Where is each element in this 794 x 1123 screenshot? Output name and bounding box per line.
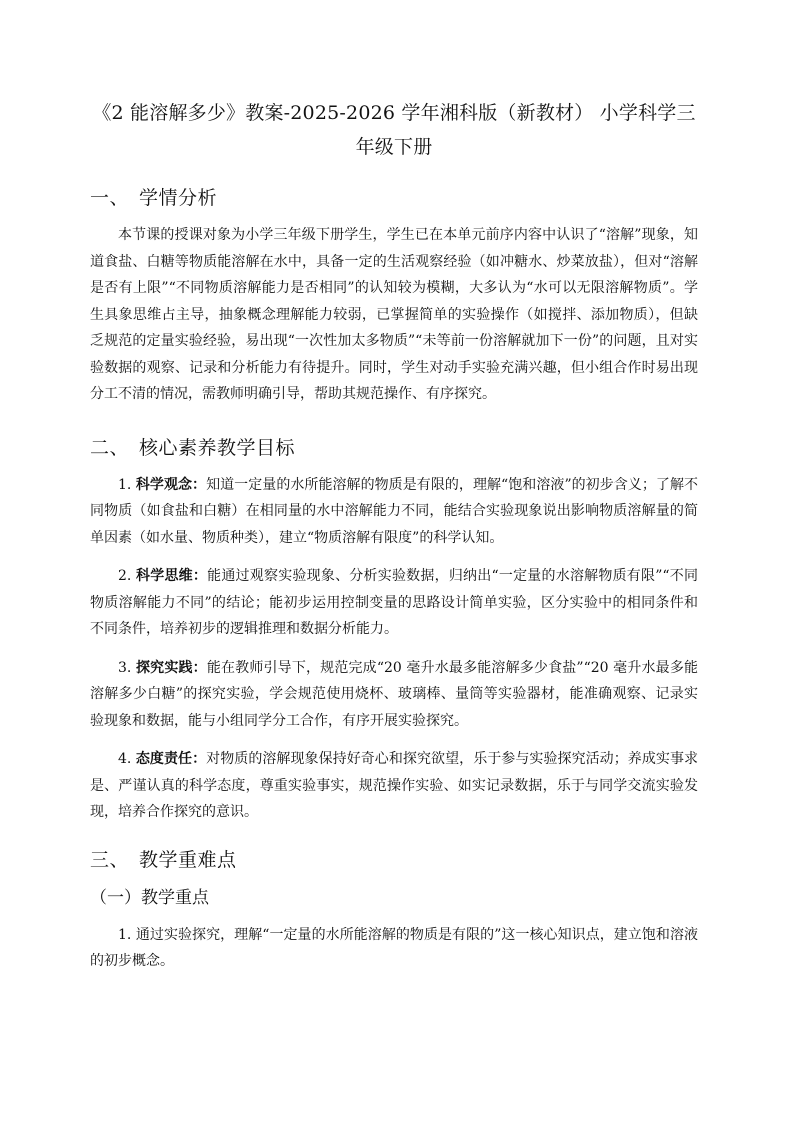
item-colon: ： — [192, 476, 207, 493]
section-heading-objectives — [90, 434, 698, 462]
item-number: 2. — [118, 568, 137, 584]
section-title: 学情分析 — [139, 187, 218, 209]
item-text: 对物质的溶解现象保持好奇心和探究欲望，乐于参与实验探究活动；养成实事求是、严谨认真的科学态度，尊重实验事实，规范操作实验、如实记录数据，乐于与同学交流实验发现，培养合作探究的意识。 — [90, 751, 699, 820]
section-title: 核心素养教学目标 — [139, 436, 296, 459]
section-number: 一、 — [90, 187, 130, 209]
item-lead: 探究实践 — [135, 659, 193, 676]
section-heading-key-points — [90, 846, 698, 874]
document-title: 《2 能溶解多少》教案-2025-2026 学年湘科版（新教材） 小学科学三年级下册 — [92, 102, 696, 158]
item-lead: 科学思维 — [136, 568, 193, 584]
item-colon: ： — [192, 659, 207, 676]
learner-analysis-paragraph: 本节课的授课对象为小学三年级下册学生，学生已在本单元前序内容中认识了“溶解”现象，知道食盐、白糖等物质能溶解在水中，具备一定的生活观察经验（如冲糖水、炒菜放盐），但对“溶解是否有上限”“不同物质溶解能力是否相同”的认知较为模糊，大多认为“水可以无限溶解物质”。学生具象思维占主导，抽象概念理解能力较弱，已掌握简单的实验操作（如搅拌、添加物质），但缺乏规范的定量实验经验，易出现“一次性加太多物质”“未等前一份溶解就加下一份”的问题，且对实验数据的观察、记录和分析能力有待提升。同时，学生对动手实验充满兴趣，但小组合作时易出现分工不清的情况，需教师明确引导，帮助其规范操作、有序探究。 — [90, 227, 698, 402]
item-text: 知道一定量的水所能溶解的物质是有限的，理解“饱和溶液”的初步含义；了解不同物质（如食盐和白糖）在相同量的水中溶解能力不同，能结合实验现象说出影响物质溶解量的简单因素（如水量、物质种类），建立“物质溶解有限度”的科学认知。 — [90, 476, 699, 546]
item-number: 3. — [118, 659, 136, 676]
item-text: 能在教师引导下，规范完成“20 毫升水最多能溶解多少食盐”“20 毫升水最多能溶解多少白糖”的探究实验，学会规范使用烧杯、玻璃棒、量筒等实验器材，能准确观察、记录实验现象和数据，能与小组同学分工合作，有序开展实验探究。 — [90, 659, 699, 729]
item-colon: ： — [192, 751, 207, 767]
objective-item — [90, 746, 698, 826]
section-number: 二、 — [90, 436, 130, 459]
item-lead: 科学观念 — [135, 476, 193, 493]
item-lead: 态度责任 — [135, 751, 193, 767]
objective-item — [90, 563, 698, 643]
section-number: 三、 — [90, 848, 130, 871]
item-number: 1. — [118, 476, 136, 493]
section-title: 教学重难点 — [139, 848, 237, 871]
key-focus-paragraph: 1. 通过实验探究，理解“一定量的水所能溶解的物质是有限的”这一核心知识点，建立饱和溶液的初步概念。 — [90, 926, 698, 969]
item-colon: ： — [192, 568, 208, 584]
document-page — [90, 96, 698, 987]
item-text: 能通过观察实验现象、分析实验数据，归纳出“一定量的水溶解物质有限”“不同物质溶解能力不同”的结论；能初步运用控制变量的思路设计简单实验，区分实验中的相同条件和不同条件，培养初步的逻辑推理和数据分析能力。 — [90, 568, 698, 637]
objective-item — [90, 655, 698, 735]
subsection-heading-key-focus: （一）教学重点 — [90, 887, 209, 908]
objective-item — [90, 472, 698, 552]
item-number: 4. — [118, 751, 136, 767]
section-heading-learner-analysis — [90, 184, 698, 212]
